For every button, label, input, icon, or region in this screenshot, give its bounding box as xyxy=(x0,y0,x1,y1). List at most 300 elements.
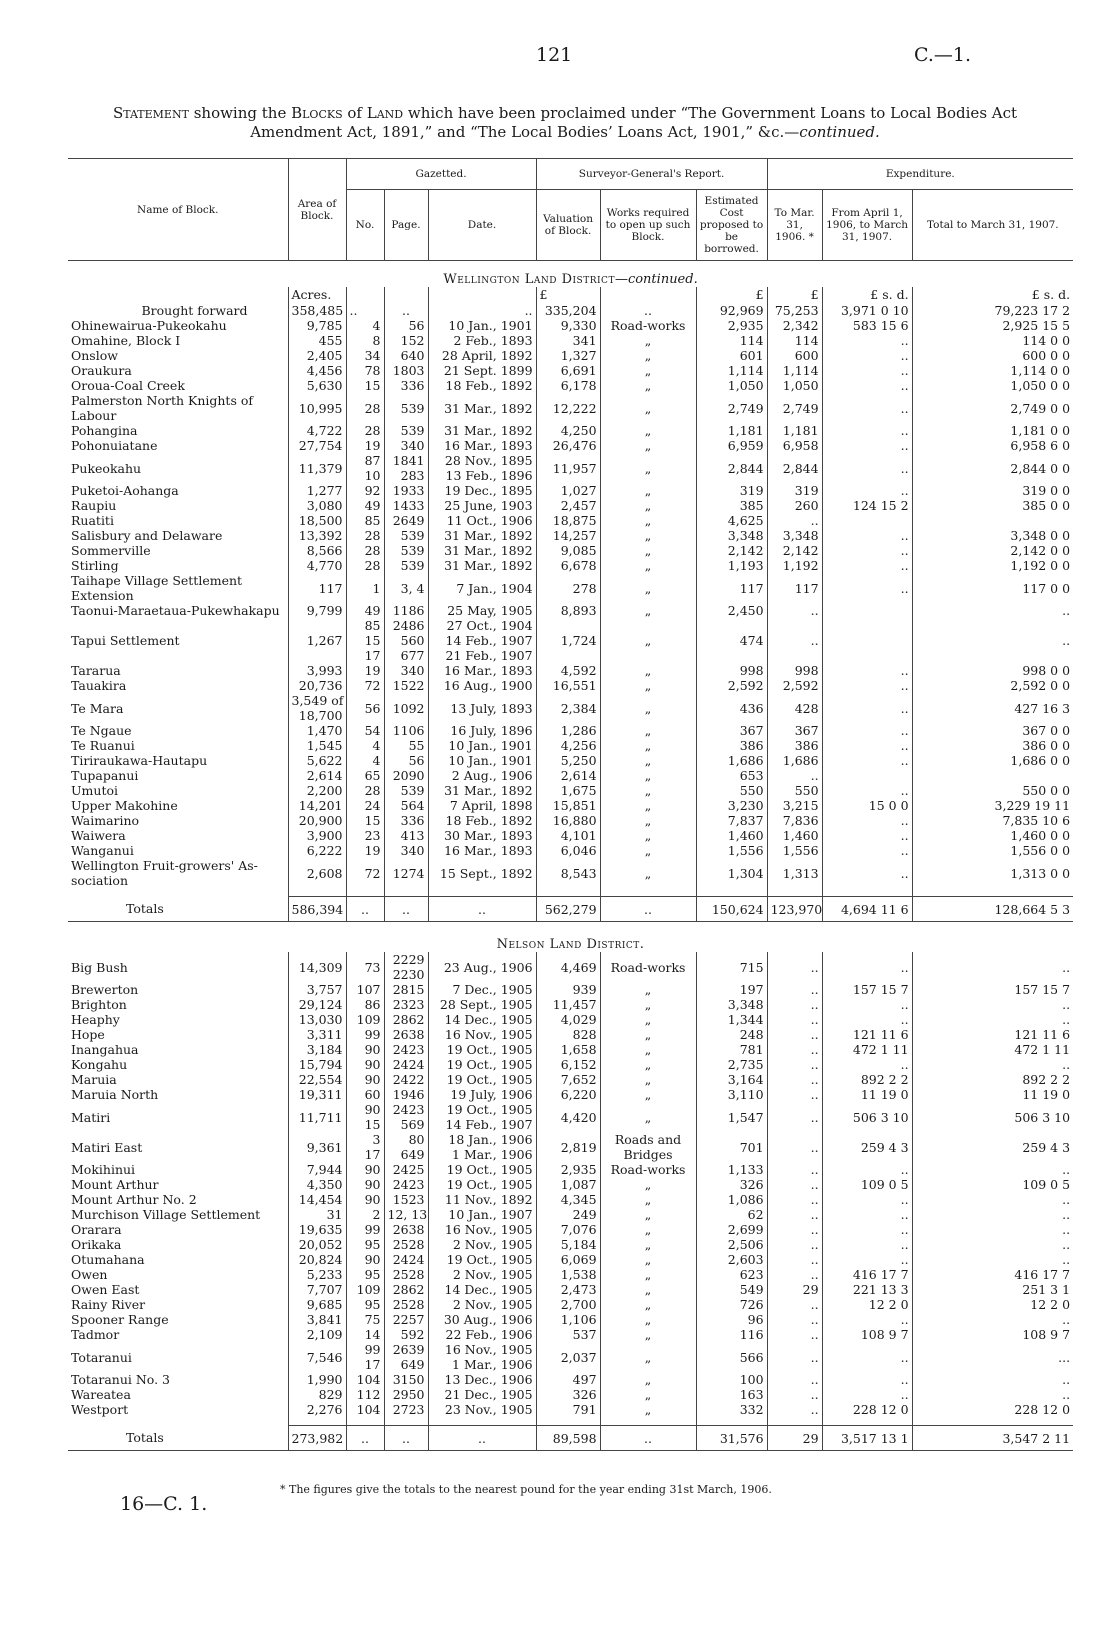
cell-date: 2 Aug., 1906 xyxy=(428,768,536,783)
cell-date: 19 Dec., 1895 xyxy=(428,483,536,498)
table-row xyxy=(68,573,1073,603)
cell-date: 19 Oct., 1905 xyxy=(428,1162,536,1177)
cell-name: Matiri xyxy=(71,1109,111,1125)
cell-to: 1,192 xyxy=(767,558,822,573)
cell-val: 2,384 xyxy=(536,693,600,723)
cell-date: 16 Aug., 1900 xyxy=(428,678,536,693)
cell-val: 4,420 xyxy=(536,1102,600,1132)
nelson-section xyxy=(68,922,1073,1418)
cell-date: 31 Mar., 1892 xyxy=(428,423,536,438)
cell-area: 1,267 xyxy=(288,618,346,663)
cell-works: „ xyxy=(600,663,696,678)
col-gazetted: Gazetted. xyxy=(346,159,536,190)
cell-works: „ xyxy=(600,1327,696,1342)
cell-total: 12 2 0 xyxy=(912,1297,1073,1312)
cell-val: 16,880 xyxy=(536,813,600,828)
table-row xyxy=(68,393,1073,423)
cell-est: 3,230 xyxy=(696,798,767,813)
cell-to: 1,181 xyxy=(767,423,822,438)
cell-to: 600 xyxy=(767,348,822,363)
cell-works: „ xyxy=(600,798,696,813)
cell-from: 416 17 7 xyxy=(822,1267,912,1282)
cell-to: .. xyxy=(767,1192,822,1207)
cell-est: 96 xyxy=(696,1312,767,1327)
cell-val: 6,046 xyxy=(536,843,600,858)
table-row xyxy=(68,1102,1073,1132)
cell-total: 7,835 10 6 xyxy=(912,813,1073,828)
cell-total: 259 4 3 xyxy=(912,1132,1073,1162)
table-row xyxy=(68,723,1073,738)
cell-to: .. xyxy=(767,1057,822,1072)
cell-page: 1186 xyxy=(384,603,428,618)
cell-name: Inangahua xyxy=(71,1042,139,1057)
cell-from: .. xyxy=(822,663,912,678)
cell-date: 16 Nov., 1905 xyxy=(428,1222,536,1237)
cell-area: 13,392 xyxy=(288,528,346,543)
cell-works: „ xyxy=(600,483,696,498)
cell-works: „ xyxy=(600,513,696,528)
cell-to: 1,313 xyxy=(767,858,822,888)
cell-no: 15 xyxy=(346,378,384,393)
table-row xyxy=(68,483,1073,498)
cell-area: 27,754 xyxy=(288,438,346,453)
cell-works: „ xyxy=(600,558,696,573)
cell-val: 1,658 xyxy=(536,1042,600,1057)
cell-name: Te Ruanui xyxy=(71,738,135,753)
cell-to: 319 xyxy=(767,483,822,498)
cell-date: 21 Dec., 1905 xyxy=(428,1387,536,1402)
cell-total xyxy=(912,768,1073,783)
cell-est: 4,625 xyxy=(696,513,767,528)
cell-total: .. xyxy=(912,1312,1073,1327)
cell-no: 28 xyxy=(346,558,384,573)
cell-date: 16 Nov., 1905 xyxy=(428,1027,536,1042)
cell-no: 109 xyxy=(346,1282,384,1297)
cell-no: 49 xyxy=(346,498,384,513)
cell-from: .. xyxy=(822,1222,912,1237)
cell-date: 30 Aug., 1906 xyxy=(428,1312,536,1327)
cell-est: 116 xyxy=(696,1327,767,1342)
cell-val: 6,152 xyxy=(536,1057,600,1072)
col-expenditure: Expenditure. xyxy=(767,159,1073,190)
cell-to: .. xyxy=(767,603,822,618)
table-row xyxy=(68,1057,1073,1072)
table-row xyxy=(68,1132,1073,1162)
cell-total: .. xyxy=(912,952,1073,982)
cell-date: 19 Oct., 1905 xyxy=(428,1177,536,1192)
cell-area: 22,554 xyxy=(288,1072,346,1087)
cell-date: 18 Feb., 1892 xyxy=(428,378,536,393)
cell-works: „ xyxy=(600,858,696,888)
cell-page: 3150 xyxy=(384,1372,428,1387)
cell-val: 6,178 xyxy=(536,378,600,393)
cell-val: 26,476 xyxy=(536,438,600,453)
cell-est: 566 xyxy=(696,1342,767,1372)
cell-page: 1933 xyxy=(384,483,428,498)
cell-no: 4 xyxy=(346,738,384,753)
cell-date: 14 Dec., 1905 xyxy=(428,1282,536,1297)
table-row xyxy=(68,982,1073,997)
cell-est: 1,686 xyxy=(696,753,767,768)
cell-area: 5,630 xyxy=(288,378,346,393)
cell-est: 319 xyxy=(696,483,767,498)
cell-total: 472 1 11 xyxy=(912,1042,1073,1057)
cell-no: 112 xyxy=(346,1387,384,1402)
cell-to: .. xyxy=(767,1087,822,1102)
cell-area: 9,799 xyxy=(288,603,346,618)
cell-name: Brewerton xyxy=(71,982,139,997)
cell-date: 15 Sept., 1892 xyxy=(428,858,536,888)
cell-total: .. xyxy=(912,1252,1073,1267)
cell-name: Umutoi xyxy=(71,783,118,798)
cell-date: 10 Jan., 1901 xyxy=(428,318,536,333)
cell-no: 23 xyxy=(346,828,384,843)
cell-no: 87 10 xyxy=(346,453,384,483)
cell-val: 537 xyxy=(536,1327,600,1342)
table-row xyxy=(68,528,1073,543)
cell-no: 2 xyxy=(346,1207,384,1222)
cell-val: 4,029 xyxy=(536,1012,600,1027)
statement-title: Statement showing the Blocks of Land which have been proclaimed under “The Government Loans to Local Bodies Act Amendment Act, 1891,” and “The Local Bodies’ Loans Act, 1901,” &c.—continued. xyxy=(112,104,1018,141)
cell-to: .. xyxy=(767,1207,822,1222)
cell-name: Mount Arthur No. 2 xyxy=(71,1192,197,1207)
cell-area: 6,222 xyxy=(288,843,346,858)
cell-total: 550 0 0 xyxy=(912,783,1073,798)
table-row xyxy=(68,828,1073,843)
cell-page: 2638 xyxy=(384,1027,428,1042)
cell-date: 27 Oct., 1904 14 Feb., 1907 21 Feb., 1907 xyxy=(428,618,536,663)
cell-name: Tadmor xyxy=(71,1327,120,1342)
cell-no: 54 xyxy=(346,723,384,738)
table-row xyxy=(68,1072,1073,1087)
cell-works: „ xyxy=(600,1222,696,1237)
cell-total: 367 0 0 xyxy=(912,723,1073,738)
cell-from: .. xyxy=(822,543,912,558)
cell-name: Waimarino xyxy=(71,813,140,828)
table-row xyxy=(68,348,1073,363)
table-row xyxy=(68,997,1073,1012)
cell-to: 260 xyxy=(767,498,822,513)
cell-total: 386 0 0 xyxy=(912,738,1073,753)
cell-total: 1,556 0 0 xyxy=(912,843,1073,858)
cell-to: .. xyxy=(767,1387,822,1402)
cell-page: 539 xyxy=(384,783,428,798)
cell-to: .. xyxy=(767,1177,822,1192)
cell-val: 4,101 xyxy=(536,828,600,843)
cell-date: 31 Mar., 1892 xyxy=(428,783,536,798)
cell-area: 14,454 xyxy=(288,1192,346,1207)
cell-est: 100 xyxy=(696,1372,767,1387)
cell-total: 2,844 0 0 xyxy=(912,453,1073,483)
cell-est: 2,735 xyxy=(696,1057,767,1072)
cell-no: 85 15 17 xyxy=(346,618,384,663)
table-row xyxy=(68,798,1073,813)
cell-page: 2424 xyxy=(384,1252,428,1267)
cell-from: .. xyxy=(822,783,912,798)
table-row xyxy=(68,1372,1073,1387)
cell-total: .. xyxy=(912,1222,1073,1237)
cell-page: 55 xyxy=(384,738,428,753)
cell-val: 5,250 xyxy=(536,753,600,768)
col-no: No. xyxy=(346,190,384,261)
cell-date: 30 Mar., 1893 xyxy=(428,828,536,843)
cell-val: 1,538 xyxy=(536,1267,600,1282)
cell-works: „ xyxy=(600,1402,696,1417)
cell-to: .. xyxy=(767,1297,822,1312)
cell-total: 998 0 0 xyxy=(912,663,1073,678)
cell-from: .. xyxy=(822,952,912,982)
cell-works: „ xyxy=(600,678,696,693)
cell-name: Totaranui No. 3 xyxy=(71,1372,171,1387)
cell-total: .. xyxy=(912,603,1073,618)
cell-works: „ xyxy=(600,768,696,783)
cell-from: .. xyxy=(822,723,912,738)
cell-page: 2638 xyxy=(384,1222,428,1237)
cell-date: 7 April, 1898 xyxy=(428,798,536,813)
cell-to: .. xyxy=(767,1267,822,1282)
document-code: C.—1. xyxy=(914,44,972,66)
cell-date: 7 Dec., 1905 xyxy=(428,982,536,997)
footnote: * The figures give the totals to the nearest pound for the year ending 31st March, 1906. xyxy=(280,1483,772,1496)
cell-val: 5,184 xyxy=(536,1237,600,1252)
cell-total xyxy=(912,513,1073,528)
cell-works: „ xyxy=(600,438,696,453)
cell-works: „ xyxy=(600,1387,696,1402)
cell-name: Orarara xyxy=(71,1222,122,1237)
cell-from: 124 15 2 xyxy=(822,498,912,513)
cell-page: 340 xyxy=(384,843,428,858)
cell-page: 539 xyxy=(384,423,428,438)
cell-est: 62 xyxy=(696,1207,767,1222)
col-page: Page. xyxy=(384,190,428,261)
cell-page: 3, 4 xyxy=(384,573,428,603)
cell-date: 23 Nov., 1905 xyxy=(428,1402,536,1417)
cell-to: .. xyxy=(767,982,822,997)
cell-no: 90 xyxy=(346,1162,384,1177)
cell-from: .. xyxy=(822,363,912,378)
cell-works: „ xyxy=(600,1072,696,1087)
table-row xyxy=(68,813,1073,828)
cell-name: Wellington Fruit-growers' As- sociation xyxy=(71,858,258,888)
cell-est: 386 xyxy=(696,738,767,753)
cell-area: 19,635 xyxy=(288,1222,346,1237)
cell-works: „ xyxy=(600,1342,696,1372)
cell-page: 2229 2230 xyxy=(384,952,428,982)
cell-from: .. xyxy=(822,813,912,828)
cell-area: 14,309 xyxy=(288,952,346,982)
cell-to: .. xyxy=(767,997,822,1012)
cell-name: Tiriraukawa-Hautapu xyxy=(71,753,208,768)
cell-page: 1841 283 xyxy=(384,453,428,483)
cell-area: 5,622 xyxy=(288,753,346,768)
cell-works: „ xyxy=(600,1372,696,1387)
cell-works: „ xyxy=(600,378,696,393)
cell-no: 28 xyxy=(346,543,384,558)
cell-area: 1,545 xyxy=(288,738,346,753)
cell-val: 249 xyxy=(536,1207,600,1222)
cell-est: 2,699 xyxy=(696,1222,767,1237)
cell-total: 506 3 10 xyxy=(912,1102,1073,1132)
cell-name: Otumahana xyxy=(71,1252,145,1267)
cell-total: 892 2 2 xyxy=(912,1072,1073,1087)
cell-total: 1,460 0 0 xyxy=(912,828,1073,843)
cell-date: 10 Jan., 1901 xyxy=(428,738,536,753)
cell-area: 1,470 xyxy=(288,723,346,738)
cell-from: .. xyxy=(822,453,912,483)
blocks-table xyxy=(68,158,1073,1455)
cell-no: 95 xyxy=(346,1267,384,1282)
cell-no: 99 17 xyxy=(346,1342,384,1372)
cell-to: 1,114 xyxy=(767,363,822,378)
cell-from: 228 12 0 xyxy=(822,1402,912,1417)
cell-page: 539 xyxy=(384,393,428,423)
table-row xyxy=(68,753,1073,768)
cell-date: 19 Oct., 1905 xyxy=(428,1072,536,1087)
cell-works: „ xyxy=(600,813,696,828)
table-row xyxy=(68,363,1073,378)
cell-from: 892 2 2 xyxy=(822,1072,912,1087)
cell-val: 1,675 xyxy=(536,783,600,798)
cell-area: 2,614 xyxy=(288,768,346,783)
table-row xyxy=(68,738,1073,753)
cell-no: 19 xyxy=(346,663,384,678)
cell-name: Taonui-Maraetaua-Pukewhakapu xyxy=(71,603,280,618)
cell-est: 474 xyxy=(696,618,767,663)
cell-val: 4,250 xyxy=(536,423,600,438)
cell-no: 86 xyxy=(346,997,384,1012)
cell-no: 28 xyxy=(346,393,384,423)
cell-total: 600 0 0 xyxy=(912,348,1073,363)
cell-page: 340 xyxy=(384,663,428,678)
cell-date: 10 Jan., 1901 xyxy=(428,753,536,768)
cell-page: 592 xyxy=(384,1327,428,1342)
cell-from: .. xyxy=(822,528,912,543)
table-row xyxy=(68,423,1073,438)
cell-to: .. xyxy=(767,618,822,663)
cell-val: 6,678 xyxy=(536,558,600,573)
cell-total: .. xyxy=(912,1192,1073,1207)
cell-from: 12 2 0 xyxy=(822,1297,912,1312)
cell-to: 1,460 xyxy=(767,828,822,843)
cell-name: Mount Arthur xyxy=(71,1177,159,1192)
cell-area: 7,944 xyxy=(288,1162,346,1177)
cell-name: Upper Makohine xyxy=(71,798,178,813)
cell-to: 6,958 xyxy=(767,438,822,453)
cell-name: Stirling xyxy=(71,558,119,573)
table-row xyxy=(68,378,1073,393)
cell-no: 65 xyxy=(346,768,384,783)
totals-row: Totals 273,982 .. .. .. 89,598 .. 31,576 29 3,517 13 1 3,547 2 11 xyxy=(68,1426,1073,1451)
cell-page: 1433 xyxy=(384,498,428,513)
cell-date: 31 Mar., 1892 xyxy=(428,528,536,543)
cell-page: 2257 xyxy=(384,1312,428,1327)
cell-no: 99 xyxy=(346,1027,384,1042)
cell-total: 2,142 0 0 xyxy=(912,543,1073,558)
cell-page: 336 xyxy=(384,813,428,828)
cell-works: „ xyxy=(600,1087,696,1102)
cell-val: 1,106 xyxy=(536,1312,600,1327)
cell-page: 1274 xyxy=(384,858,428,888)
cell-works: Road-works xyxy=(600,318,696,333)
cell-area: 18,500 xyxy=(288,513,346,528)
cell-page: 413 xyxy=(384,828,428,843)
cell-est: 1,050 xyxy=(696,378,767,393)
cell-from xyxy=(822,618,912,663)
cell-from: .. xyxy=(822,997,912,1012)
cell-est: 701 xyxy=(696,1132,767,1162)
cell-page: 152 xyxy=(384,333,428,348)
cell-works: „ xyxy=(600,1267,696,1282)
cell-area: 8,566 xyxy=(288,543,346,558)
cell-page: 2323 xyxy=(384,997,428,1012)
cell-val: 16,551 xyxy=(536,678,600,693)
cell-total: 251 3 1 xyxy=(912,1282,1073,1297)
cell-page: 1106 xyxy=(384,723,428,738)
cell-works: „ xyxy=(600,1042,696,1057)
cell-area: 2,109 xyxy=(288,1327,346,1342)
cell-area: 829 xyxy=(288,1387,346,1402)
cell-from: 11 19 0 xyxy=(822,1087,912,1102)
cell-total: 1,181 0 0 xyxy=(912,423,1073,438)
table-row xyxy=(68,1087,1073,1102)
cell-works: „ xyxy=(600,1057,696,1072)
cell-works: „ xyxy=(600,573,696,603)
cell-val: 1,087 xyxy=(536,1177,600,1192)
cell-area: 4,350 xyxy=(288,1177,346,1192)
cell-to: 2,142 xyxy=(767,543,822,558)
cell-no: 60 xyxy=(346,1087,384,1102)
cell-area: 20,824 xyxy=(288,1252,346,1267)
cell-name: Pukeokahu xyxy=(71,460,142,476)
cell-name: Te Mara xyxy=(71,700,124,716)
cell-from: .. xyxy=(822,1162,912,1177)
cell-val: 1,724 xyxy=(536,618,600,663)
cell-total: 109 0 5 xyxy=(912,1177,1073,1192)
cell-from: 472 1 11 xyxy=(822,1042,912,1057)
cell-area: 9,685 xyxy=(288,1297,346,1312)
cell-works: Roads and Bridges xyxy=(600,1132,696,1162)
cell-from: .. xyxy=(822,1207,912,1222)
table-row xyxy=(68,438,1073,453)
table-row xyxy=(68,1162,1073,1177)
cell-works: „ xyxy=(600,1312,696,1327)
cell-area: 2,608 xyxy=(288,858,346,888)
cell-date: 25 June, 1903 xyxy=(428,498,536,513)
cell-page: 2862 xyxy=(384,1012,428,1027)
col-date: Date. xyxy=(428,190,536,261)
cell-val: 1,027 xyxy=(536,483,600,498)
table-row xyxy=(68,333,1073,348)
cell-area: 3,841 xyxy=(288,1312,346,1327)
cell-total: 228 12 0 xyxy=(912,1402,1073,1417)
cell-page: 539 xyxy=(384,543,428,558)
col-total-to-1907: Total to March 31, 1907. xyxy=(912,190,1073,261)
wellington-section xyxy=(68,261,1073,889)
table-row xyxy=(68,1192,1073,1207)
cell-from: .. xyxy=(822,438,912,453)
cell-page: 2862 xyxy=(384,1282,428,1297)
cell-est: 2,142 xyxy=(696,543,767,558)
cell-est: 1,304 xyxy=(696,858,767,888)
cell-val: 6,691 xyxy=(536,363,600,378)
table-row xyxy=(68,1342,1073,1372)
cell-no: 28 xyxy=(346,423,384,438)
cell-no: 95 xyxy=(346,1297,384,1312)
cell-est: 163 xyxy=(696,1387,767,1402)
cell-to: 1,556 xyxy=(767,843,822,858)
cell-to: .. xyxy=(767,1132,822,1162)
cell-works: „ xyxy=(600,1027,696,1042)
